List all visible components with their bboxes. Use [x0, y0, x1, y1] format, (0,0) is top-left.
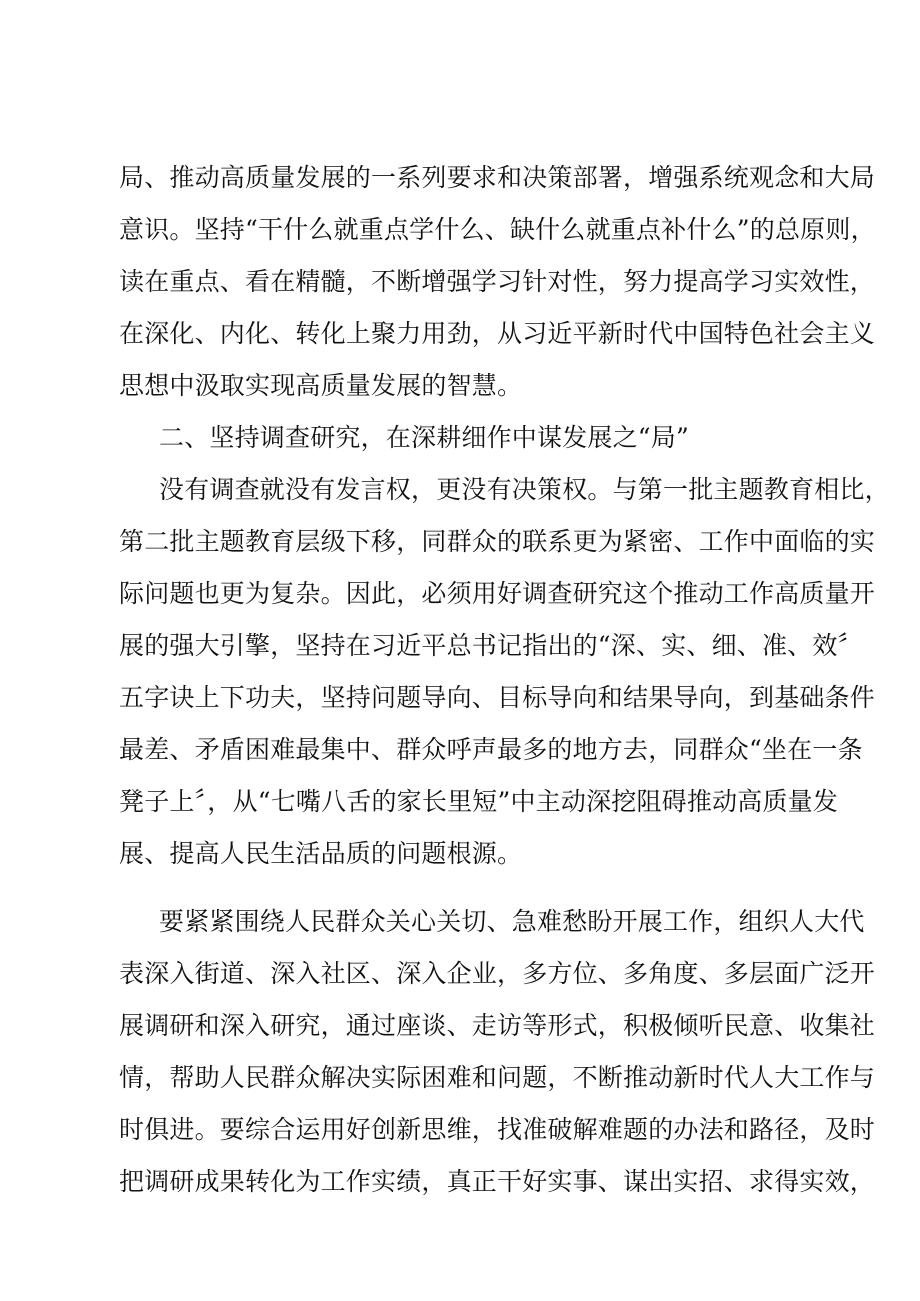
body-text	[119, 152, 890, 1208]
paragraph-line: 在深化、内化、转化上聚力用劲，从习近平新时代中国特色社会主义	[119, 319, 876, 348]
paragraph-line: 展的强大引擎，坚持在习近平总书记指出的“深、实、细、准、效〞	[119, 631, 863, 660]
paragraph-gap	[119, 880, 819, 896]
paragraph-line: 情，帮助人民群众解决实际困难和问题，不断推动新时代人大工作与	[119, 1063, 876, 1092]
paragraph-line: 思想中汲取实现高质量发展的智慧。	[119, 371, 523, 400]
paragraph-line: 没有调查就没有发言权，更没有决策权。与第一批主题教育相比，	[159, 475, 890, 504]
paragraph-line: 第二批主题教育层级下移，同群众的联系更为紧密、工作中面临的实	[119, 527, 876, 556]
paragraph-line: 局、推动高质量发展的一系列要求和决策部署，增强系统观念和大局	[119, 163, 876, 192]
paragraph-line: 展调研和深入研究，通过座谈、走访等形式，积极倾听民意、收集社	[119, 1011, 876, 1040]
paragraph-line: 要紧紧围绕人民群众关心关切、急难愁盼开展工作，组织人大代	[159, 907, 865, 936]
paragraph-line: 读在重点、看在精髓，不断增强学习针对性，努力提高学习实效性，	[119, 267, 876, 296]
paragraph-line: 表深入街道、深入社区、深入企业，多方位、多角度、多层面广泛开	[119, 959, 876, 988]
paragraph-line: 展、提高人民生活品质的问题根源。	[119, 839, 523, 868]
paragraph-line: 最差、矛盾困难最集中、群众呼声最多的地方去，同群众“坐在一条	[119, 735, 863, 764]
paragraph-line: 凳子上〞，从“七嘴八舌的家长里短”中主动深挖阻碍推动高质量发	[119, 787, 839, 816]
paragraph-line: 际问题也更为复杂。因此，必须用好调查研究这个推动工作高质量开	[119, 579, 876, 608]
paragraph-line: 把调研成果转化为工作实绩，真正干好实事、谋出实招、求得实效，	[119, 1167, 876, 1196]
paragraph-line: 意识。坚持“干什么就重点学什么、缺什么就重点补什么”的总原则，	[119, 215, 876, 244]
paragraph-line: 五字诀上下功夫，坚持问题导向、目标导向和结果导向，到基础条件	[119, 683, 876, 712]
section-heading: 二、坚持调查研究，在深耕细作中谋发展之“局”	[159, 423, 689, 452]
paragraph-line: 时俱进。要综合运用好创新思维，找准破解难题的办法和路径，及时	[119, 1115, 876, 1144]
